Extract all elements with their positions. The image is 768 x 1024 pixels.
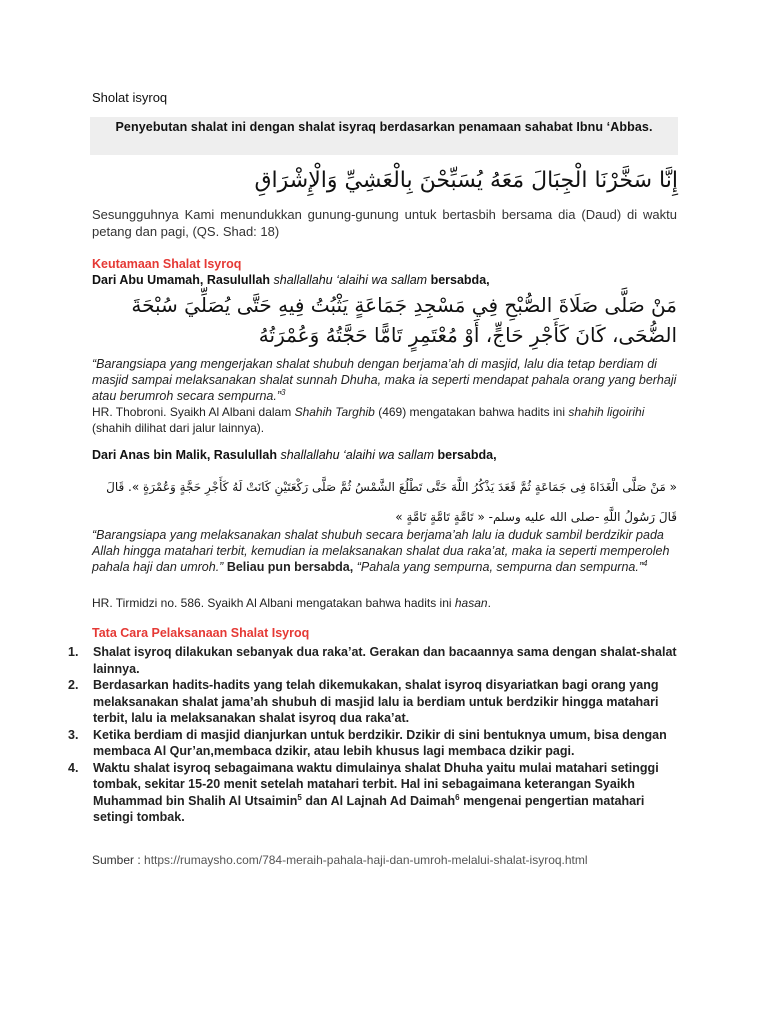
hadith-1-source-book: Shahih Targhib [294, 405, 375, 419]
quran-verse-arabic: إِنَّا سَخَّرْنَا الْجِبَالَ مَعَهُ يُسَبِّحْنَ بِالْعَشِيِّ وَالْإِشْرَاقِ [254, 168, 678, 193]
section-heading-procedure: Tata Cara Pelaksanaan Shalat Isyroq [92, 626, 310, 640]
footnote-ref-4: 4 [643, 558, 648, 568]
list-item-number: 4. [68, 760, 79, 775]
hadith-2-arabic: « مَنْ صَلَّى الْغَدَاةَ فِى جَمَاعَةٍ ثُمَّ قَعَدَ يَذْكُرُ اللَّهَ حَتَّى تَطْلُعَ الشَّمْسُ ثُمَّ صَلَّى رَكْعَتَيْنِ كَانَتْ لَهُ كَأَجْرِ حَجَّةٍ وَعُمْرَةٍ ». قَالَ قَالَ رَسُولُ اللَّهِ -صلى الله عليه وسلم- « تَامَّةٍ تَامَّةٍ تَامَّةٍ » [106, 480, 677, 524]
narrator-line-2 [92, 448, 497, 462]
hadith-1-source-suffix: (shahih dilihat dari jalur lainnya). [92, 421, 265, 435]
list-item-text-a: Waktu shalat isyroq sebagaimana waktu dimulainya shalat Dhuha yaitu mulai matahari setinggi tombak, sekitar 15-20 menit setelah matahari terbit. Hal ini sebagaimana keterangan Syaikh Muhammad bin Shalih Al Utsaimin [93, 760, 659, 808]
document-title: Sholat isyroq [92, 90, 168, 105]
narrator-line-1 [92, 273, 490, 287]
verse-translation: Sesungguhnya Kami menundukkan gunung-gunung untuk bertasbih bersama dia (Daud) di waktu petang dan pagi, (QS. Shad: 18) [92, 207, 677, 239]
footnote-ref-6: 6 [455, 792, 460, 802]
list-item [68, 677, 680, 727]
procedure-list [68, 644, 680, 826]
hadith-1-translation-text: “Barangsiapa yang mengerjakan shalat shubuh dengan berjama’ah di masjid, lalu dia tetap berdiam di masjid sampai melaksanakan shalat sunnah Dhuha, maka ia seperti mendapat pahala orang yang berhaji atau berumroh secara sempurna.” [92, 357, 677, 403]
hadith-2-source-prefix: HR. Tirmidzi no. 586. Syaikh Al Albani mengatakan bahwa hadits ini [92, 596, 455, 610]
hadith-2-translation-text: “Barangsiapa yang melaksanakan shalat shubuh secara berjama’ah lalu ia duduk sambil berdzikir pada Allah hingga matahari terbit, kemudian ia melaksanakan shalat dua raka’at, maka ia seperti memperoleh pahala haji dan umroh.” [92, 528, 670, 574]
list-item-text-c: mengenai pengertian matahari setingi tombak. [93, 793, 645, 824]
hadith-1-arabic: مَنْ صَلَّى صَلَاةَ الصُّبْحِ فِي مَسْجِدِ جَمَاعَةٍ يَثْبُتُ فِيهِ حَتَّى يُصَلِّيَ سُبْحَةَ الضُّحَى، كَانَ كَأَجْرِ حَاجٍّ، أَوْ مُعْتَمِرٍ تَامًّا حَجَّتُهُ وَعُمْرَتُهُ [131, 293, 677, 347]
narrator-2-suffix: bersabda, [434, 448, 497, 462]
narrator-1-suffix: bersabda, [427, 273, 490, 287]
hadith-2-source-suffix: . [487, 596, 491, 610]
list-item-text: Berdasarkan hadits-hadits yang telah dikemukakan, shalat isyroq disyariatkan bagi orang yang melaksanakan shalat jama’ah shubuh di masjid lalu ia berdiam untuk berdzikir hingga matahari terbit, lalu ia melaksanakan shalat isyroq dua raka’at. [93, 678, 659, 725]
list-item-number: 2. [68, 678, 79, 692]
highlight-box [90, 117, 678, 155]
footnote-ref-3: 3 [280, 387, 286, 397]
hadith-2-source [92, 595, 677, 611]
hadith-1-translation [92, 356, 677, 404]
highlight-text: Penyebutan shalat ini dengan shalat isyraq berdasarkan penamaan sahabat Ibnu ‘Abbas. [115, 120, 653, 134]
list-item [68, 644, 680, 677]
hadith-2-quote: “Pahala yang sempurna, sempurna dan sempurna.” [356, 560, 643, 574]
hadith-1-source-prefix: HR. Thobroni. Syaikh Al Albani dalam [92, 405, 295, 419]
source-label: Sumber : [92, 853, 145, 867]
list-item-text-b: dan Al Lajnah Ad Daimah [301, 793, 456, 808]
hadith-1-source-middle: (469) mengatakan bahwa hadits ini [374, 405, 569, 419]
narrator-2-honorific: shallallahu ‘alaihi wa sallam [280, 448, 435, 462]
list-item-number: 1. [68, 645, 79, 659]
source-line [92, 853, 588, 867]
list-item-text: Ketika berdiam di masjid dianjurkan untuk berdzikir. Dzikir di sini bentuknya umum, bisa dengan membaca Al Qur’an,membaca dzikir, atau lebih khusus lagi membaca dzikir pagi. [93, 727, 667, 758]
source-link[interactable]: https://rumaysho.com/784-meraih-pahala-haji-dan-umroh-melalui-shalat-isyroq.html [144, 853, 588, 867]
list-item [68, 760, 680, 826]
narrator-1-honorific: shallallahu ‘alaihi wa sallam [273, 273, 428, 287]
list-item [68, 727, 680, 760]
list-item-number: 3. [68, 727, 79, 742]
hadith-2-continuation: Beliau pun bersabda, [223, 560, 357, 574]
section-heading-virtue: Keutamaan Shalat Isyroq [92, 257, 242, 271]
footnote-ref-5: 5 [297, 792, 302, 802]
hadith-1-source-grade: shahih ligoirihi [568, 405, 645, 419]
hadith-2-source-grade: hasan [454, 596, 488, 610]
hadith-2-translation [92, 527, 677, 575]
narrator-2-prefix: Dari Anas bin Malik, Rasulullah [92, 448, 281, 462]
narrator-1-prefix: Dari Abu Umamah, Rasulullah [92, 273, 274, 287]
list-item-text: Shalat isyroq dilakukan sebanyak dua raka’at. Gerakan dan bacaannya sama dengan shalat-shalat lainnya. [93, 645, 677, 676]
hadith-1-source [92, 404, 677, 436]
